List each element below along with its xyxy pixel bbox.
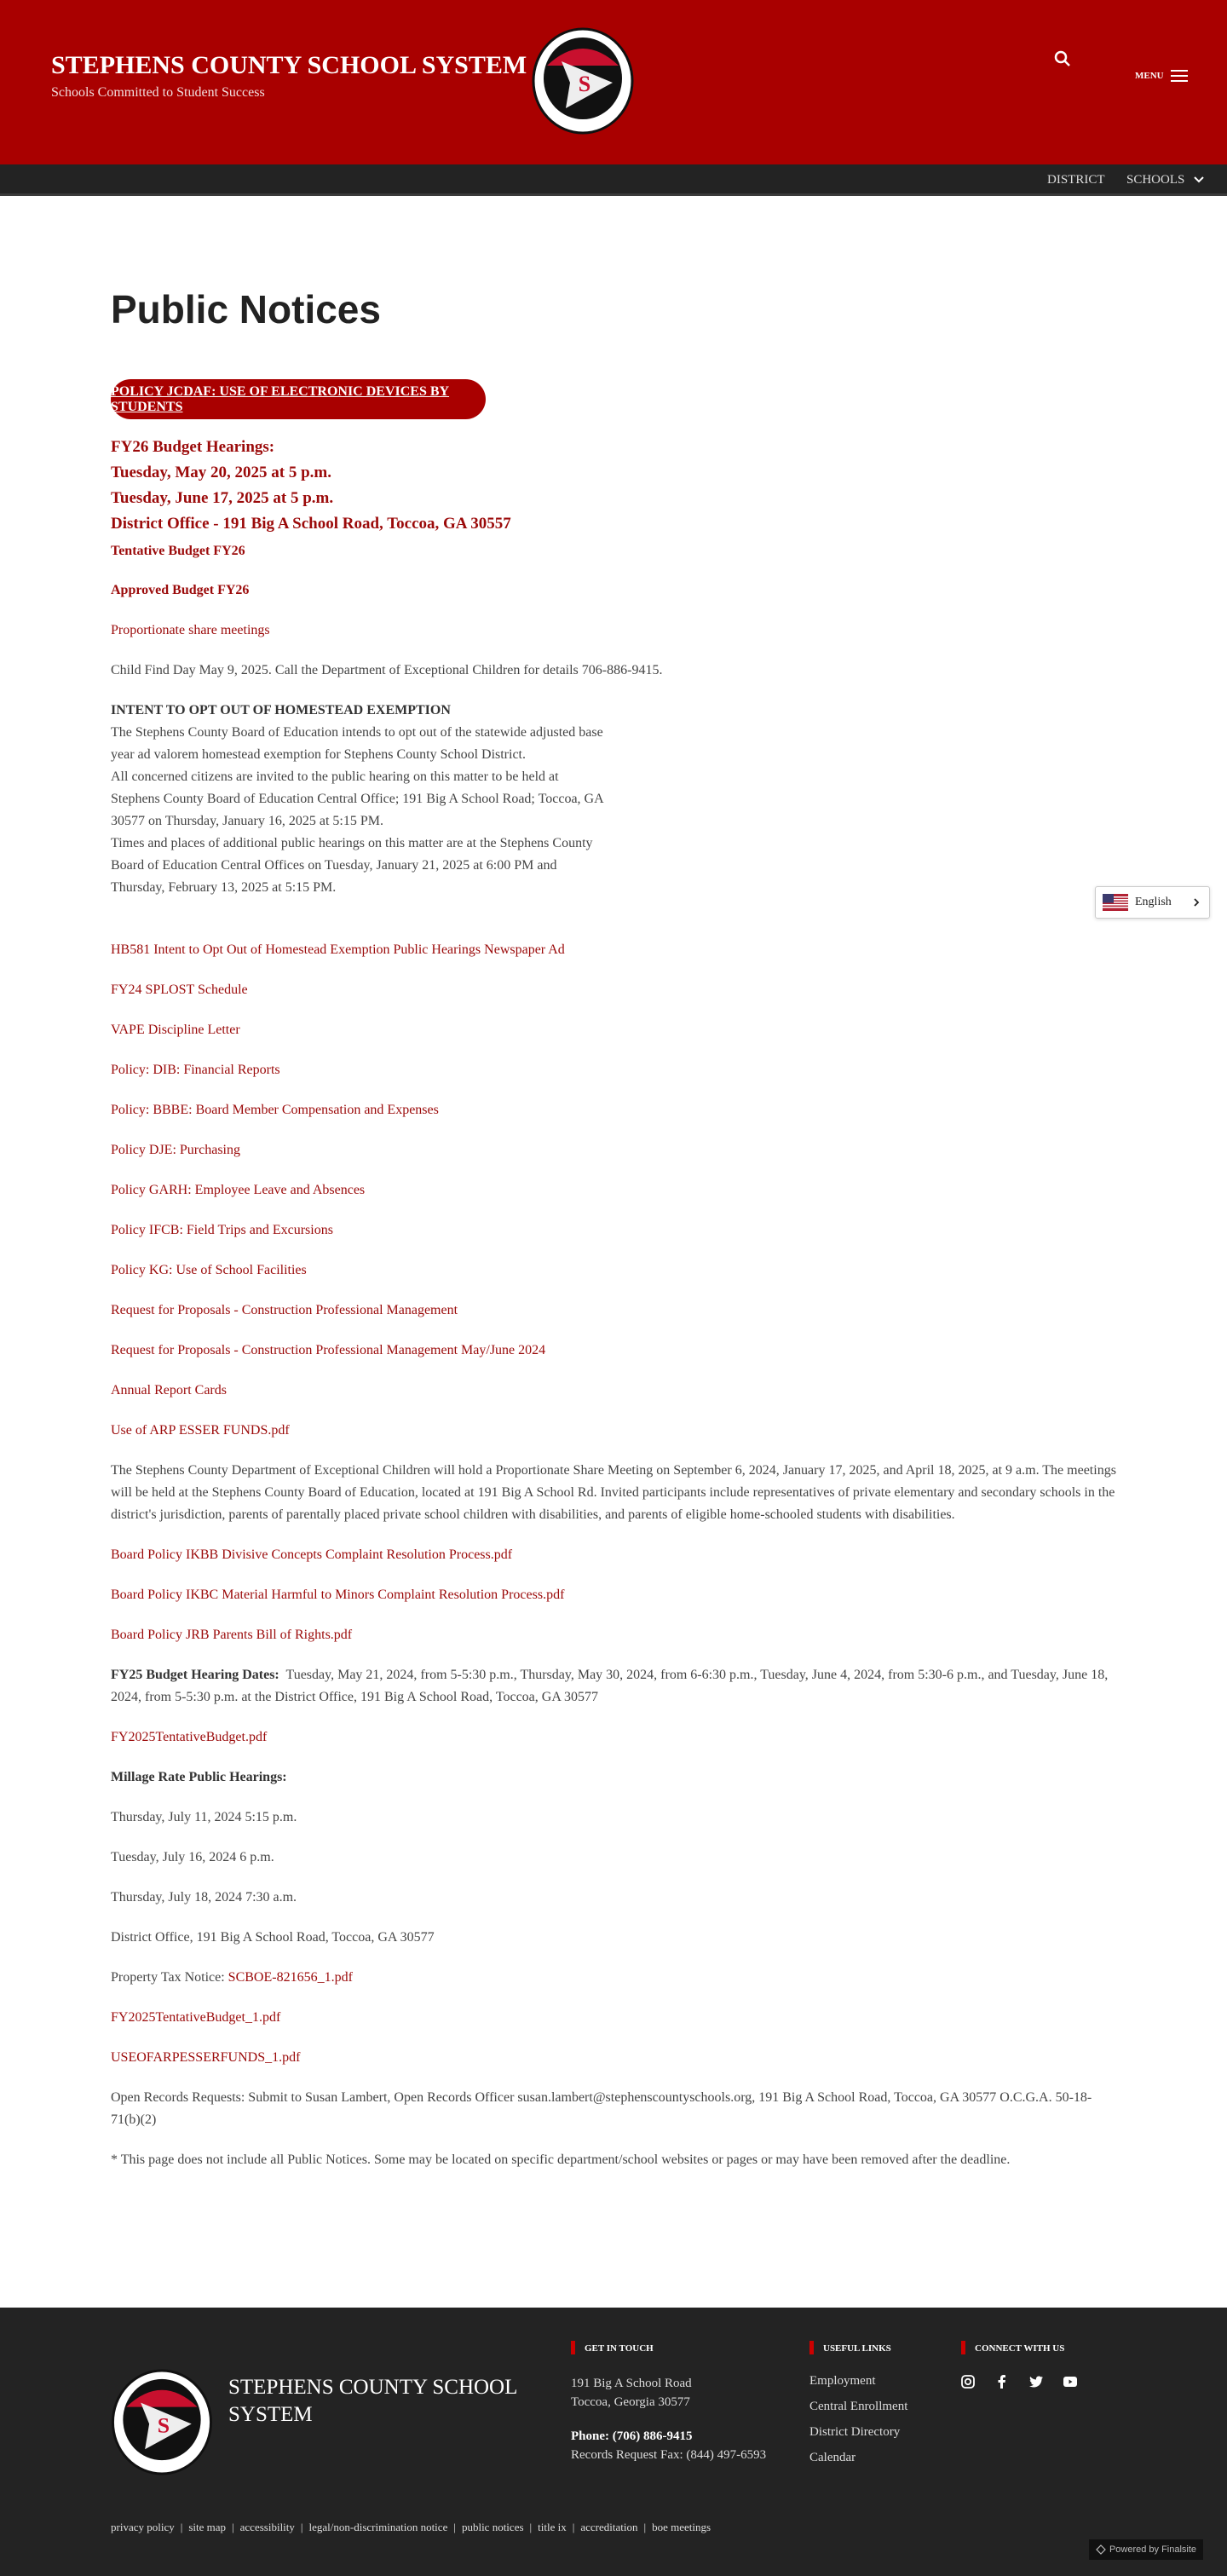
language-label: English — [1135, 896, 1172, 908]
notice-link[interactable]: Policy: DIB: Financial Reports — [111, 1063, 280, 1077]
phone[interactable]: Phone: (706) 886-9415 — [571, 2429, 693, 2443]
millage-location: District Office, 191 Big A School Road, Toccoa, GA 30577 — [111, 1930, 435, 1945]
proportionate-share-text: The Stephens County Department of Exceptional Children will hold a Proportionate Share Meeting on September 6, 2024, January 17, 2025, and April 18, 2025, at 9 a.m. The meetings will be held at the Stephens County Board of Education, located at 191 Big A School Rd. Invited participants include representatives of private elementary and secondary schools in the district's jurisdiction, parents of parentally placed private school children with disabilities, and parents of eligible home-schooled students with disabilities. — [111, 1463, 1116, 1522]
social-links — [960, 2374, 1078, 2389]
footer-link-calendar[interactable]: Calendar — [809, 2451, 856, 2464]
legal-notice-link[interactable]: legal/non-discrimination notice — [308, 2521, 448, 2533]
child-find-text: Child Find Day May 9, 2025. Call the Department of Exceptional Children for details 706-886-9415. — [111, 663, 663, 677]
district-logo[interactable] — [532, 27, 634, 135]
connect-heading: CONNECT WITH US — [961, 2343, 1064, 2354]
notice-link[interactable]: Policy DJE: Purchasing — [111, 1143, 240, 1157]
notice-link[interactable]: Annual Report Cards — [111, 1383, 227, 1397]
fy26-date: Tuesday, June 17, 2025 at 5 p.m. — [111, 489, 334, 507]
contact-info — [571, 2374, 766, 2464]
powered-label: Powered by Finalsite — [1109, 2544, 1197, 2555]
footer-title: STEPHENS COUNTY SCHOOL SYSTEM — [228, 2376, 517, 2426]
notice-link[interactable]: Request for Proposals - Construction Professional Management May/June 2024 — [111, 1343, 546, 1357]
fy2025-budget-link[interactable]: FY2025TentativeBudget.pdf — [111, 1730, 268, 1744]
tentative-budget-link[interactable]: Tentative Budget FY26 — [111, 544, 245, 558]
site-footer — [0, 2308, 1227, 2576]
footer-logo[interactable] — [111, 2369, 213, 2475]
privacy-policy-link[interactable]: privacy policy — [111, 2521, 175, 2533]
accreditation-link[interactable]: accreditation — [580, 2521, 638, 2533]
property-tax-link[interactable]: SCBOE-821656_1.pdf — [228, 1970, 353, 1985]
us-flag-icon — [1103, 894, 1128, 911]
footer-link-directory[interactable]: District Directory — [809, 2425, 901, 2439]
finalsite-icon — [1096, 2544, 1106, 2555]
fy26-date: Tuesday, May 20, 2025 at 5 p.m. — [111, 464, 331, 481]
fy25-label: FY25 Budget Hearing Dates: — [111, 1668, 279, 1682]
svg-text:S: S — [578, 72, 591, 96]
homestead-text: The Stephens County Board of Education intends to opt out of the statewide adjusted base year ad valorem homestead exemption for Stephens County School District. — [111, 725, 603, 762]
notice-link[interactable]: Request for Proposals - Construction Professional Management — [111, 1303, 458, 1317]
site-title[interactable]: STEPHENS COUNTY SCHOOL SYSTEM — [51, 51, 527, 79]
fy26-heading: FY26 Budget Hearings: — [111, 438, 275, 456]
boe-meetings-link[interactable]: boe meetings — [652, 2521, 711, 2533]
policy-jcdaf-button[interactable]: POLICY JCDAF: USE OF ELECTRONIC DEVICES BY STUDENTS — [111, 379, 486, 419]
proportionate-share-link[interactable]: Proportionate share meetings — [111, 623, 270, 637]
notice-link[interactable]: HB581 Intent to Opt Out of Homestead Exemption Public Hearings Newspaper Ad — [111, 942, 565, 957]
nav-district[interactable]: DISTRICT — [1047, 173, 1105, 187]
notice-link[interactable]: Policy: BBBE: Board Member Compensation and Expenses — [111, 1103, 439, 1117]
policy-link[interactable]: Board Policy IKBC Material Harmful to Minors Complaint Resolution Process.pdf — [111, 1588, 565, 1602]
youtube-icon[interactable] — [1063, 2374, 1078, 2389]
address-line: Toccoa, Georgia 30577 — [571, 2395, 690, 2409]
useful-links — [809, 2368, 907, 2470]
fax: Records Request Fax: (844) 497-6593 — [571, 2448, 767, 2462]
site-tagline: Schools Committed to Student Success — [51, 85, 265, 100]
notice-link[interactable]: Use of ARP ESSER FUNDS.pdf — [111, 1423, 290, 1438]
instagram-icon[interactable] — [960, 2374, 976, 2389]
homestead-heading: INTENT TO OPT OUT OF HOMESTEAD EXEMPTION — [111, 703, 451, 717]
notice-link[interactable]: Policy KG: Use of School Facilities — [111, 1263, 307, 1277]
footer-bottom-links: privacy policy | site map | accessibility | legal/non-discrimination notice | public notices | title ix | accreditation | boe meetings — [111, 2521, 711, 2533]
address-line: 191 Big A School Road — [571, 2377, 692, 2390]
homestead-notice — [111, 700, 605, 899]
nav-schools[interactable]: SCHOOLS — [1126, 173, 1185, 187]
menu-label: MENU — [1135, 71, 1164, 81]
notice-link[interactable]: FY2025TentativeBudget_1.pdf — [111, 2010, 281, 2025]
powered-by-finalsite[interactable] — [1089, 2539, 1203, 2560]
approved-budget-link[interactable]: Approved Budget FY26 — [111, 583, 250, 597]
footer-link-enrollment[interactable]: Central Enrollment — [809, 2400, 908, 2413]
twitter-icon[interactable] — [1028, 2374, 1044, 2389]
notice-link[interactable]: VAPE Discipline Letter — [111, 1023, 240, 1037]
search-icon[interactable] — [1053, 49, 1072, 68]
homestead-text: All concerned citizens are invited to the public hearing on this matter to be held at Stephens County Board of Education Central Office; 191 Big A School Road; Toccoa, GA 30577 on Thursday, January 16, 2025 at 5:15 PM. — [111, 769, 603, 828]
menu-button[interactable] — [1135, 70, 1188, 82]
millage-date: Tuesday, July 16, 2024 6 p.m. — [111, 1850, 274, 1864]
title-ix-link[interactable]: title ix — [538, 2521, 567, 2533]
svg-text:S: S — [157, 2412, 170, 2438]
facebook-icon[interactable] — [994, 2374, 1010, 2389]
fy26-location: District Office - 191 Big A School Road, Toccoa, GA 30557 — [111, 515, 511, 533]
chevron-right-icon — [1192, 897, 1201, 908]
site-map-link[interactable]: site map — [188, 2521, 227, 2533]
millage-label: Millage Rate Public Hearings: — [111, 1770, 287, 1784]
notice-link[interactable]: Policy GARH: Employee Leave and Absences — [111, 1183, 366, 1197]
millage-date: Thursday, July 18, 2024 7:30 a.m. — [111, 1890, 297, 1905]
top-nav — [0, 164, 1227, 196]
fy25-dates: Tuesday, May 21, 2024, from 5-5:30 p.m., Thursday, May 30, 2024, from 6-6:30 p.m., Tuesday, June 4, 2024, from 5:30-6 p.m., and Tuesday, June 18, 2024, from 5-5:30 p.m. at the District Office, 191 Big A School Road, Toccoa, GA 30577 — [111, 1668, 1109, 1704]
accessibility-link[interactable]: accessibility — [239, 2521, 295, 2533]
hamburger-icon — [1171, 70, 1188, 82]
notice-link[interactable]: Policy IFCB: Field Trips and Excursions — [111, 1223, 333, 1237]
homestead-text: Times and places of additional public hearings on this matter are at the Stephens County Board of Education Central Offices on Tuesday, January 21, 2025 at 6:00 PM and Thursday, February 13, 2025 at 5:15 PM. — [111, 836, 593, 895]
page-title: Public Notices — [111, 287, 381, 331]
public-notices-link[interactable]: public notices — [461, 2521, 524, 2533]
language-selector[interactable] — [1095, 886, 1210, 919]
policy-link[interactable]: Board Policy JRB Parents Bill of Rights.pdf — [111, 1628, 353, 1642]
notice-link[interactable]: FY24 SPLOST Schedule — [111, 983, 248, 997]
chevron-down-icon[interactable] — [1193, 175, 1205, 185]
notice-link[interactable]: USEOFARPESSERFUNDS_1.pdf — [111, 2050, 301, 2065]
useful-links-heading: USEFUL LINKS — [809, 2343, 891, 2354]
notices-content — [111, 379, 1116, 2189]
policy-link[interactable]: Board Policy IKBB Divisive Concepts Complaint Resolution Process.pdf — [111, 1547, 513, 1562]
footer-link-employment[interactable]: Employment — [809, 2374, 876, 2388]
site-header — [0, 0, 1227, 164]
open-records-text: Open Records Requests: Submit to Susan Lambert, Open Records Officer susan.lambert@stephenscountyschools.org, 191 Big A School Road, Toccoa, GA 30577 O.C.G.A. 50-18-71(b)(2) — [111, 2090, 1092, 2127]
property-tax-label: Property Tax Notice: — [111, 1970, 228, 1985]
millage-date: Thursday, July 11, 2024 5:15 p.m. — [111, 1810, 297, 1824]
footnote: * This page does not include all Public Notices. Some may be located on specific department/school websites or pages or may have been removed after the deadline. — [111, 2152, 1011, 2167]
get-in-touch-heading: GET IN TOUCH — [571, 2343, 654, 2354]
brand-row — [51, 27, 634, 135]
